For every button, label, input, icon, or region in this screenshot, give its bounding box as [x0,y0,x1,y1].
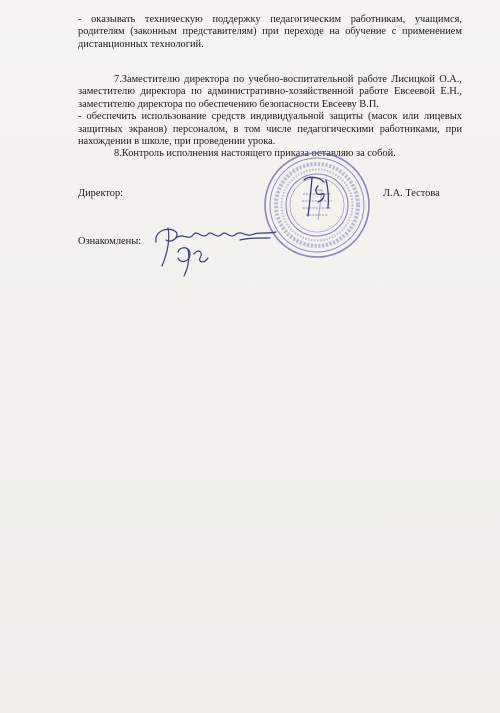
paragraph-tech-support: - оказывать техническую поддержку педагогическим работникам, учащимся, родителям (законным представителям) при переходе на обучение с применением дистанционных технологий. [78,14,462,50]
director-label: Директор: [78,188,124,199]
paragraph-8: 8.Контроль исполнения настоящего приказа оставляю за собой. [114,148,396,159]
acquainted-label: Ознакомлены: [78,236,142,247]
paragraph-7: 7.Заместителю директора по учебно-воспитательной работе Лисицкой О.А., заместителю директора по административно-хозяйственной работе Евсеевой Е.Н., заместителю директора по обеспечению безопасности Евсееву В.П. [78,74,462,110]
director-signature [298,168,338,222]
paragraph-7-block [78,74,462,148]
acquainted-signatures [150,218,280,278]
paragraph-7-subitem: - обеспечить использование средств индивидуальной защиты (масок или лицевых защитных экранов) персоналом, в том числе педагогическими работниками, при нахождении в школе, при проведении урока. [78,111,462,148]
director-name: Л.А. Тестова [383,188,440,199]
